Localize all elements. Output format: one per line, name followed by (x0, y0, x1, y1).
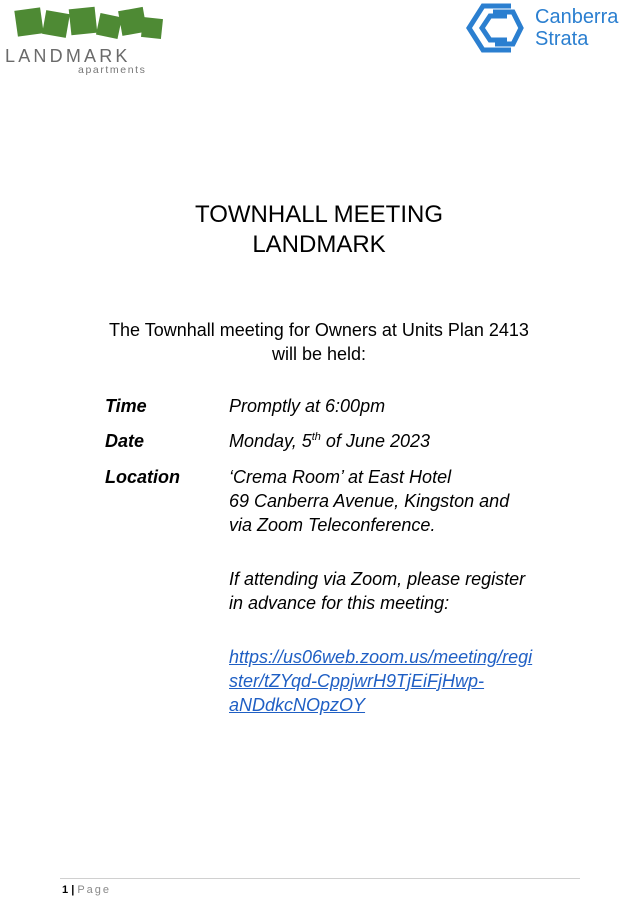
canberra-strata-logo (463, 0, 635, 56)
footer-divider (60, 878, 580, 879)
zoom-link-line[interactable]: ster/tZYqd-CppjwrH9TjEiFjHwp- (229, 671, 485, 691)
location-label: Location (105, 467, 180, 487)
date-value-suffix: of June 2023 (320, 431, 430, 451)
zoom-link-line[interactable]: aNDdkcNOpzOY (229, 695, 366, 715)
location-value (229, 465, 509, 537)
date-value-prefix: Monday, 5 (229, 431, 312, 451)
intro-line-1: The Townhall meeting for Owners at Units Plan 2413 (109, 320, 529, 340)
page-footer (62, 883, 111, 897)
date-value (229, 429, 430, 453)
canberra-strata-wordmark (535, 6, 618, 50)
title-line-1: TOWNHALL MEETING (194, 201, 444, 228)
intro-paragraph (0, 318, 638, 366)
date-value-ordinal: th (311, 431, 321, 443)
page-number: 1 (62, 884, 69, 896)
landmark-squares-graphic (4, 6, 166, 48)
zoom-note-line: in advance for this meeting: (229, 593, 450, 613)
title-line-2: LANDMARK (252, 231, 386, 258)
date-label: Date (105, 431, 145, 451)
location-line: ‘Crema Room’ at East Hotel (229, 467, 452, 487)
landmark-logo (4, 6, 166, 76)
intro-line-2: will be held: (271, 344, 367, 364)
landmark-logo-tagline: apartments (78, 64, 147, 76)
zoom-registration-note (229, 567, 525, 615)
location-line: 69 Canberra Avenue, Kingston and (229, 491, 510, 511)
canberra-strata-line1: Canberra (535, 6, 619, 28)
time-label: Time (105, 396, 147, 416)
page-word: Page (77, 884, 112, 896)
document-title (0, 200, 638, 260)
zoom-registration-link[interactable] (229, 645, 532, 717)
zoom-note-line: If attending via Zoom, please register (229, 569, 526, 589)
canberra-strata-emblem-icon (463, 0, 527, 56)
location-line: via Zoom Teleconference. (229, 515, 436, 535)
landmark-logo-wordmark: LANDMARK (5, 46, 131, 66)
canberra-strata-line2: Strata (535, 28, 589, 50)
page-separator: | (71, 884, 75, 896)
time-value: Promptly at 6:00pm (229, 396, 386, 416)
zoom-link-line[interactable]: https://us06web.zoom.us/meeting/regi (229, 647, 533, 667)
